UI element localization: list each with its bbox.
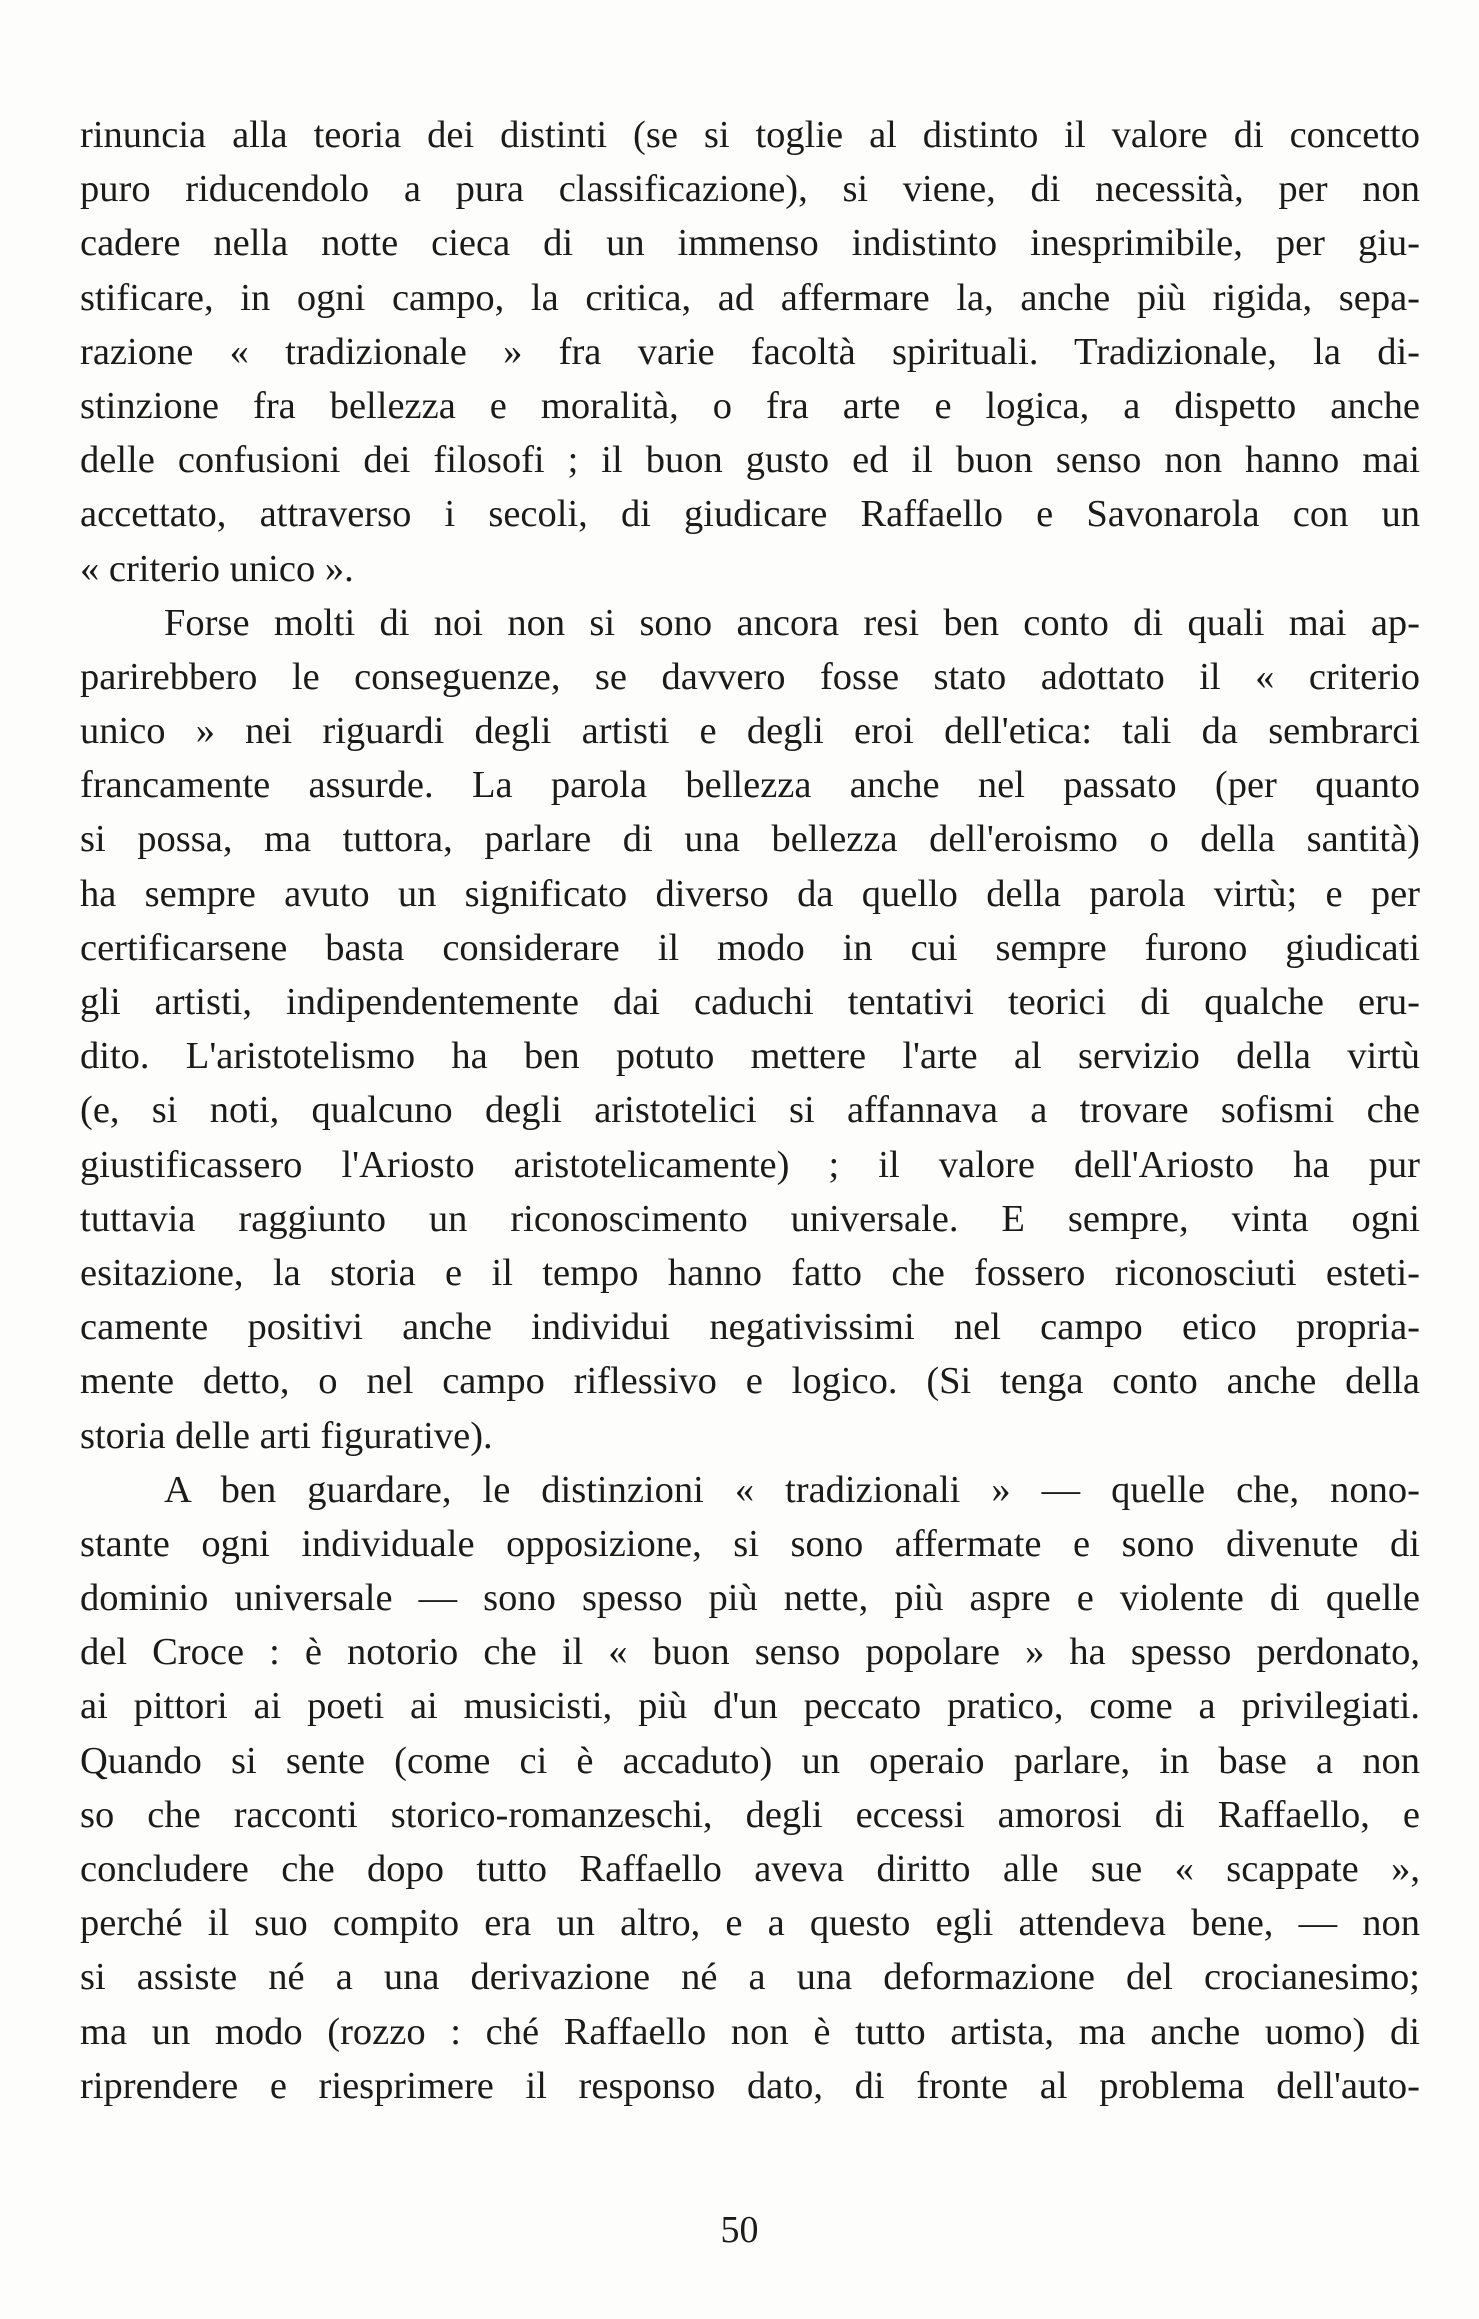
text-line: riprendere e riesprimere il responso dato, di fronte al problema dell'auto- [80, 2064, 1420, 2107]
text-line: dito. L'aristotelismo ha ben potuto mettere l'arte al servizio della virtù [80, 1035, 1420, 1078]
text-line: so che racconti storico-romanzeschi, degli eccessi amorosi di Raffaello, e [80, 1793, 1420, 1836]
text-line: stante ogni individuale opposizione, si sono affermate e sono divenute di [80, 1522, 1420, 1565]
text-line: « criterio unico ». [80, 547, 354, 590]
text-line: A ben guardare, le distinzioni « tradizionali » — quelle che, nono- [164, 1468, 1420, 1511]
text-line: ai pittori ai poeti ai musicisti, più d'un peccato pratico, come a privilegiati. [80, 1685, 1420, 1728]
text-line: stificare, in ogni campo, la critica, ad affermare la, anche più rigida, sepa- [80, 276, 1420, 319]
text-line: razione « tradizionale » fra varie facoltà spirituali. Tradizionale, la di- [80, 330, 1420, 373]
text-line: tuttavia raggiunto un riconoscimento universale. E sempre, vinta ogni [80, 1197, 1420, 1240]
text-line: mente detto, o nel campo riflessivo e logico. (Si tenga conto anche della [80, 1360, 1420, 1403]
text-line: cadere nella notte cieca di un immenso indistinto inesprimibile, per giu- [80, 222, 1420, 265]
text-line: si assiste né a una derivazione né a una deformazione del crocianesimo; [80, 1956, 1420, 1999]
text-line: concludere che dopo tutto Raffaello aveva diritto alle sue « scappate », [80, 1848, 1420, 1890]
text-line: perché il suo compito era un altro, e a questo egli attendeva bene, — non [80, 1902, 1420, 1945]
text-line: rinuncia alla teoria dei distinti (se si toglie al distinto il valore di concetto [80, 114, 1420, 156]
text-line: unico » nei riguardi degli artisti e degli eroi dell'etica: tali da sembrarci [80, 710, 1420, 753]
text-line: ha sempre avuto un significato diverso da quello della parola virtù; e per [80, 872, 1420, 915]
text-line: esitazione, la storia e il tempo hanno fatto che fossero riconosciuti esteti- [80, 1251, 1420, 1294]
text-line: giustificassero l'Ariosto aristotelicamente) ; il valore dell'Ariosto ha pur [80, 1143, 1420, 1186]
text-line: Forse molti di noi non si sono ancora resi ben conto di quali mai ap- [164, 601, 1420, 644]
page-number: 50 [720, 2209, 759, 2251]
text-line: certificarsene basta considerare il modo in cui sempre furono giudicati [80, 926, 1420, 969]
text-line: gli artisti, indipendentemente dai caduchi tentativi teorici di qualche eru- [80, 981, 1420, 1023]
text-line: storia delle arti figurative). [80, 1414, 493, 1457]
text-line: delle confusioni dei filosofi ; il buon gusto ed il buon senso non hanno mai [80, 439, 1420, 482]
text-line: camente positivi anche individui negativissimi nel campo etico propria- [80, 1306, 1420, 1349]
body-text [80, 108, 1420, 2113]
text-line: del Croce : è notorio che il « buon senso popolare » ha spesso perdonato, [80, 1631, 1420, 1674]
text-line: accettato, attraverso i secoli, di giudicare Raffaello e Savonarola con un [80, 493, 1420, 536]
text-line: ma un modo (rozzo : ché Raffaello non è tutto artista, ma anche uomo) di [80, 2010, 1420, 2053]
text-line: dominio universale — sono spesso più nette, più aspre e violente di quelle [80, 1577, 1420, 1620]
text-line: francamente assurde. La parola bellezza anche nel passato (per quanto [80, 764, 1420, 807]
text-line: Quando si sente (come ci è accaduto) un operaio parlare, in base a non [80, 1739, 1420, 1782]
text-line: stinzione fra bellezza e moralità, o fra arte e logica, a dispetto anche [80, 384, 1420, 427]
text-line: puro riducendolo a pura classificazione), si viene, di necessità, per non [80, 168, 1420, 211]
text-line: si possa, ma tuttora, parlare di una bellezza dell'eroismo o della santità) [80, 818, 1420, 861]
text-line: parirebbero le conseguenze, se davvero fosse stato adottato il « criterio [80, 655, 1420, 698]
text-line: (e, si noti, qualcuno degli aristotelici si affannava a trovare sofismi che [80, 1089, 1420, 1132]
